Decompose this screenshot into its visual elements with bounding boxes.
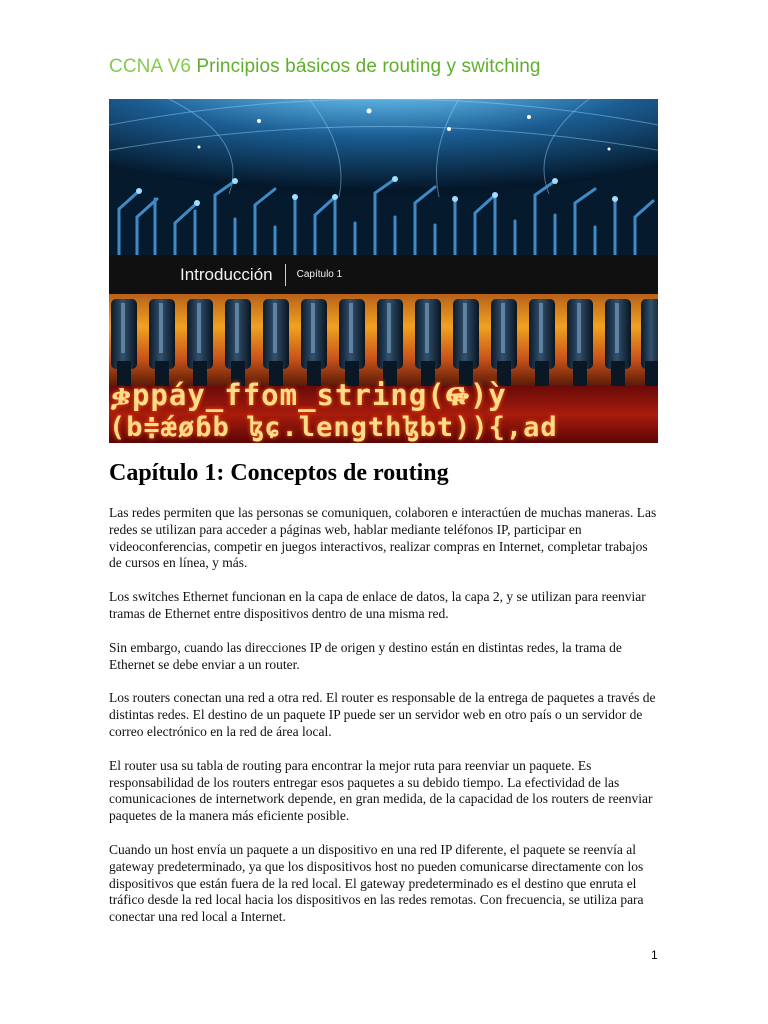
paragraph: Los switches Ethernet funcionan en la capa de enlace de datos, la capa 2, y se utilizan para reenviar tramas de Ethernet entre dispositivos dentro de una misma red. — [109, 589, 646, 621]
banner-code-line: (b≑ǽøɓb ɮɕ.lengthɮbt)){,ad — [109, 412, 558, 443]
banner-image — [109, 99, 658, 443]
banner-code-line: ቌppáy_ffom_string(ᎋ)ỳ — [111, 378, 507, 412]
document-header — [109, 56, 541, 78]
banner-title: Introducción — [180, 264, 273, 284]
chapter-heading: Capítulo 1: Conceptos de routing — [109, 460, 449, 486]
banner-divider — [285, 264, 286, 286]
banner-chapter-label: Capítulo 1 — [296, 269, 343, 280]
banner-title-bar — [109, 255, 658, 294]
header-title: Principios básicos de routing y switching — [196, 56, 541, 77]
body-text — [109, 505, 659, 943]
paragraph: Los routers conectan una red a otra red. El router es responsable de la entrega de paquetes a través de distintas redes. El destino de un paquete IP puede ser un servidor web en otro país o un servidor de correo electrónico en la red de área local. — [109, 690, 656, 739]
paragraph: Cuando un host envía un paquete a un dispositivo en una red IP diferente, el paquete se reenvía al gateway predeterminado, ya que los dispositivos host no pueden comunicarse directamente con los dispositivos que están fuera de la red local. El gateway predeterminado es el destino que enruta el tráfico desde la red local hacia los dispositivos en las redes remotas. Con frecuencia, se utiliza para conectar una red local a Internet. — [109, 841, 644, 925]
paragraph: Sin embargo, cuando las direcciones IP de origen y destino están en distintas redes, la trama de Ethernet se debe enviar a un router. — [109, 639, 622, 672]
page-number: 1 — [651, 948, 658, 962]
paragraph: Las redes permiten que las personas se comuniquen, colaboren e interactúen de muchas maneras. Las redes se utilizan para acceder a páginas web, hablar mediante teléfonos IP, participar en videoconferencias, competir en juegos interactivos, realizar compras en Internet, completar trabajos de cursos en línea, y más. — [109, 505, 657, 571]
header-prefix: CCNA V6 — [109, 56, 192, 77]
paragraph: El router usa su tabla de routing para encontrar la mejor ruta para reenviar un paquete. Es responsabilidad de los routers entregar esos paquetes a su debido tiempo. La efectividad de las comunicaciones de internetwork depende, en gran medida, de la capacidad de los routers de reenviar paquetes de la manera más eficiente posible. — [109, 757, 653, 824]
